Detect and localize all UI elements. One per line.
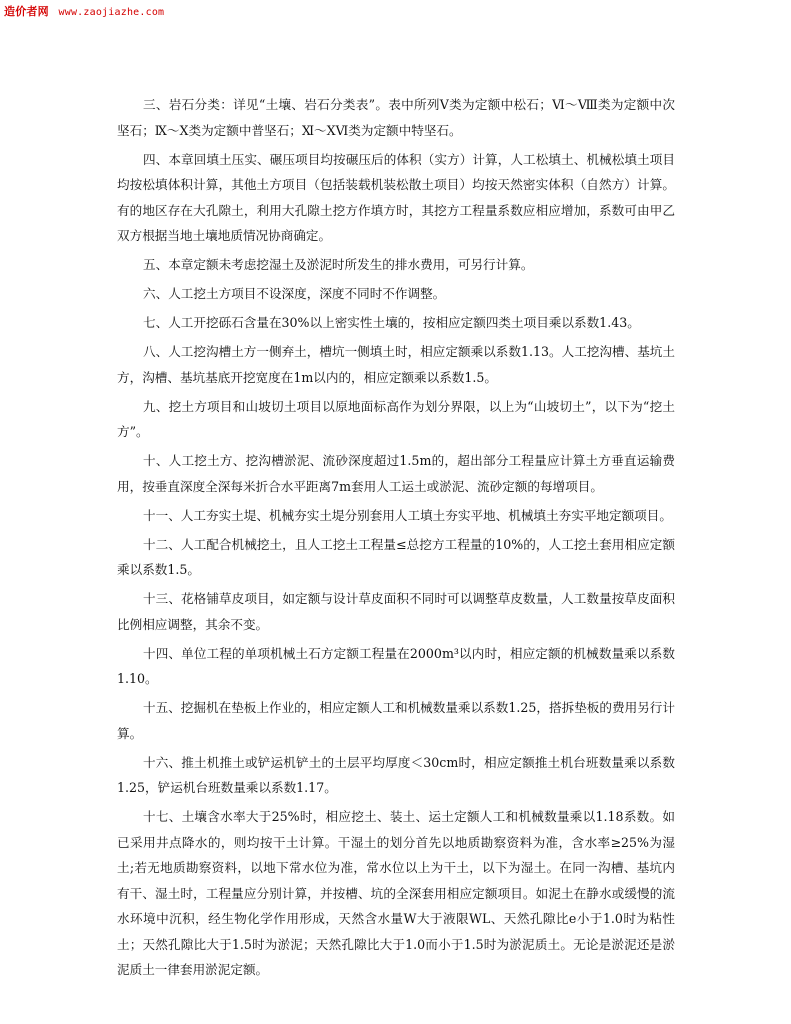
site-url: www.zaojiazhe.com xyxy=(58,7,165,18)
paragraph-13: 十三、花格铺草皮项目，如定额与设计草皮面积不同时可以调整草皮数量，人工数量按草皮面积比例相应调整，其余不变。 xyxy=(117,591,675,632)
paragraph-10: 十、人工挖土方、挖沟槽淤泥、流砂深度超过1.5m的，超出部分工程量应计算土方垂直运输费用，按垂直深度全深每米折合水平距离7m套用人工运土或淤泥、流砂定额的每增项目。 xyxy=(117,453,675,494)
site-watermark xyxy=(4,3,164,19)
paragraph-5: 五、本章定额未考虑挖湿土及淤泥时所发生的排水费用，可另行计算。 xyxy=(143,257,534,272)
paragraph-8: 八、人工挖沟槽土方一侧弃土，槽坑一侧填土时，相应定额乘以系数1.13。人工挖沟槽、基坑土方，沟槽、基坑基底开挖宽度在1m以内的，相应定额乘以系数1.5。 xyxy=(117,344,675,385)
paragraph-7: 七、人工开挖砾石含量在30%以上密实性土壤的，按相应定额四类土项目乘以系数1.43。 xyxy=(143,315,640,330)
paragraph-12: 十二、人工配合机械挖土，且人工挖土工程量≤总挖方工程量的10%的，人工挖土套用相应定额乘以系数1.5。 xyxy=(117,536,675,577)
paragraph-6: 六、人工挖土方项目不设深度，深度不同时不作调整。 xyxy=(143,286,446,301)
paragraph-16: 十六、推土机推土或铲运机铲土的土层平均厚度＜30cm时，相应定额推土机台班数量乘以系数1.25，铲运机台班数量乘以系数1.17。 xyxy=(117,754,675,795)
paragraph-17: 十七、土壤含水率大于25%时，相应挖土、装土、运土定额人工和机械数量乘以1.18系数。如已采用井点降水的，则均按干土计算。干湿土的划分首先以地质勘察资料为准，含水率≥25%为湿土;若无地质勘察资料，以地下常水位为准，常水位以上为干土，以下为湿土。在同一沟槽、基坑内有干、湿土时，工程量应分别计算，并按槽、坑的全深套用相应定额项目。如泥土在静水或缓慢的流水环境中沉积，经生物化学作用形成，天然含水量W大于液限WL、天然孔隙比e小于1.0时为粘性土；天然孔隙比大于1.5时为淤泥；天然孔隙比大于1.0而小于1.5时为淤泥质土。无论是淤泥还是淤泥质土一律套用淤泥定额。 xyxy=(117,809,675,977)
paragraph-14: 十四、单位工程的单项机械土石方定额工程量在2000m³以内时，相应定额的机械数量乘以系数1.10。 xyxy=(117,645,675,686)
document-body xyxy=(117,92,675,986)
site-name: 造价者网 xyxy=(4,5,49,18)
paragraph-11: 十一、人工夯实土堤、机械夯实土堤分别套用人工填土夯实平地、机械填土夯实平地定额项目。 xyxy=(143,507,672,523)
paragraph-15: 十五、挖掘机在垫板上作业的，相应定额人工和机械数量乘以系数1.25，搭拆垫板的费用另行计算。 xyxy=(117,700,675,741)
paragraph-9: 九、挖土方项目和山坡切土项目以原地面标高作为划分界限，以上为“山坡切土”，以下为“挖土方”。 xyxy=(117,398,675,439)
paragraph-3: 三、岩石分类：详见“土壤、岩石分类表”。表中所列Ⅴ类为定额中松石；Ⅵ～Ⅷ类为定额中次坚石；Ⅸ～Ⅹ类为定额中普坚石；Ⅺ～ⅩⅥ类为定额中特坚石。 xyxy=(117,97,675,138)
paragraph-4: 四、本章回填土压实、碾压项目均按碾压后的体积（实方）计算，人工松填土、机械松填土项目均按松填体积计算，其他土方项目（包括装载机装松散土项目）均按天然密实体积（自然方）计算。有的地区存在大孔隙土，利用大孔隙土挖方作填方时，其挖方工程量系数应相应增加，系数可由甲乙双方根据当地土壤地质情况协商确定。 xyxy=(117,151,675,243)
